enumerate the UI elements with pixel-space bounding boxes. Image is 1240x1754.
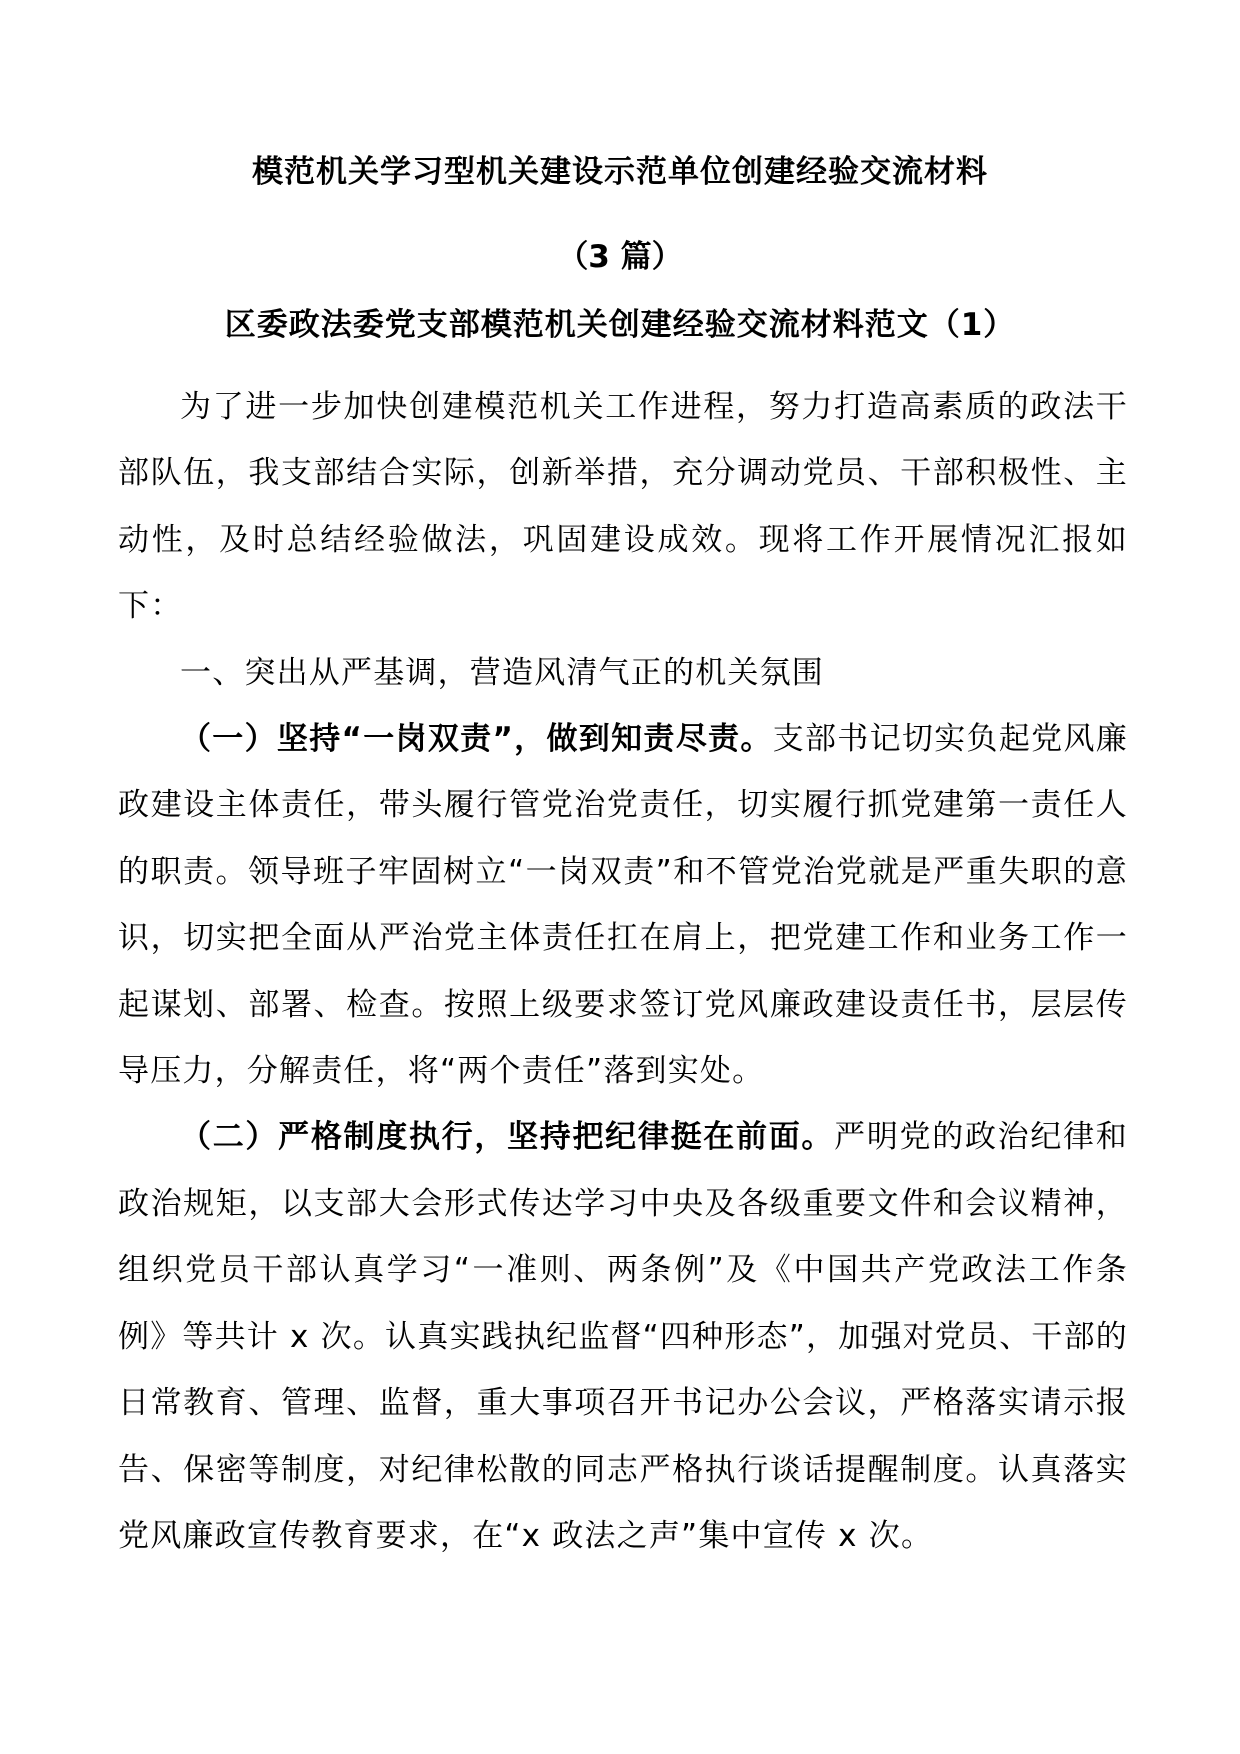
paragraph-text: 支部书记切实负起党风廉政建设主体责任，带头履行管党治党责任，切实履行抓党建第一责任人的职责。领导班子牢固树立“一岗双责”和不管党治党就是严重失职的意识，切实把全面从严治党主体责任扛在肩上，把党建工作和业务工作一起谋划、部署、检查。按照上级要求签订党风廉政建设责任书，层层传导压力，分解责任，将“两个责任”落到实处。 xyxy=(118,721,1129,1090)
document-subtitle: （3 篇） xyxy=(557,239,683,275)
paragraph-lead: （一）坚持“一岗双责”，做到知责尽责。 xyxy=(180,721,773,758)
heading-paragraph xyxy=(118,640,1128,706)
subsection-paragraph-1 xyxy=(118,706,1128,1104)
paragraph-text: 一、突出从严基调，营造风清气正的机关氛围 xyxy=(180,654,824,691)
section-title: 区委政法委党支部模范机关创建经验交流材料范文（1） xyxy=(224,307,1016,343)
document-title: 模范机关学习型机关建设示范单位创建经验交流材料 xyxy=(252,154,988,190)
paragraph-lead: （二）严格制度执行，坚持把纪律挺在前面。 xyxy=(180,1119,835,1156)
paragraph-text: 为了进一步加快创建模范机关工作进程，努力打造高素质的政法干部队伍，我支部结合实际，创新举措，充分调动党员、干部积极性、主动性，及时总结经验做法，巩固建设成效。现将工作开展情况汇报如下： xyxy=(118,389,1128,625)
document-body xyxy=(118,374,1128,1569)
paragraph-text: 严明党的政治纪律和政治规矩，以支部大会形式传达学习中央及各级重要文件和会议精神，组织党员干部认真学习“一准则、两条例”及《中国共产党政法工作条例》等共计 x 次。认真实践执纪监督“四种形态”，加强对党员、干部的日常教育、管理、监督，重大事项召开书记办公会议，严格落实请示报告、保密等制度，对纪律松散的同志严格执行谈话提醒制度。认真落实党风廉政宣传教育要求，在“x 政法之声”集中宣传 x 次。 xyxy=(118,1119,1128,1554)
subsection-paragraph-2 xyxy=(118,1104,1128,1569)
intro-paragraph xyxy=(118,374,1128,640)
